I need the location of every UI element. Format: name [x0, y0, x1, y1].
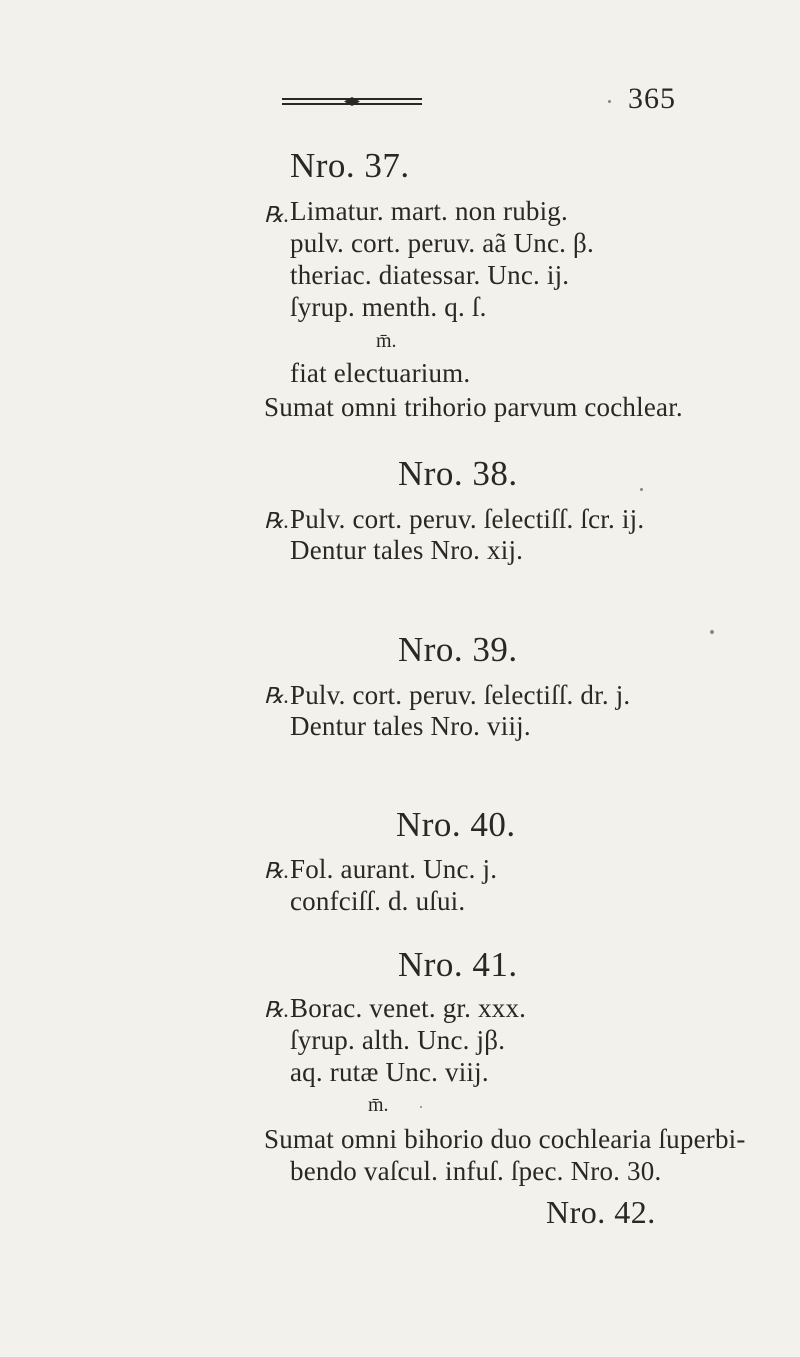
recipe-heading-38: Nro. 38. [398, 454, 518, 493]
paper-speck [710, 630, 714, 634]
recipe-line: confciſſ. d. uſui. [290, 886, 466, 916]
recipe-symbol-37: ℞. [264, 202, 290, 227]
recipe-symbol-41: ℞. [264, 997, 290, 1022]
recipe-line: Sumat omni bihorio duo cochlearia ſuperbi- [264, 1124, 746, 1154]
recipe-symbol-38: ℞. [264, 508, 290, 533]
recipe-line: Borac. venet. gr. xxx. [290, 993, 527, 1023]
recipe-line: Sumat omni trihorio parvum cochlear. [264, 392, 683, 422]
recipe-heading-40: Nro. 40. [396, 805, 516, 844]
recipe-heading-41: Nro. 41. [398, 945, 518, 984]
recipe-line: ſyrup. alth. Unc. jβ. [290, 1025, 506, 1055]
recipe-symbol-39: ℞. [264, 683, 290, 708]
recipe-heading-39: Nro. 39. [398, 630, 518, 669]
recipe-line: m̄. [376, 330, 397, 352]
recipe-line: bendo vaſcul. infuſ. ſpec. Nro. 30. [290, 1156, 662, 1186]
recipe-line: Dentur tales Nro. xij. [290, 535, 524, 565]
recipe-line: pulv. cort. peruv. aã Unc. β. [290, 228, 594, 258]
page-number: 365 [628, 82, 676, 115]
paper-speck [640, 488, 643, 491]
recipe-line: Fol. aurant. Unc. j. [290, 854, 498, 884]
recipe-line: Pulv. cort. peruv. ſelectiſſ. ſcr. ij. [290, 504, 645, 534]
recipe-heading-37: Nro. 37. [290, 146, 410, 185]
recipe-line: fiat electuarium. [290, 358, 471, 388]
recipe-line: Pulv. cort. peruv. ſelectiſſ. dr. j. [290, 680, 631, 710]
paper-speck [420, 1106, 422, 1108]
header-ornament-rule [282, 96, 422, 108]
recipe-line: ſyrup. menth. q. ſ. [290, 292, 487, 322]
recipe-line: Limatur. mart. non rubig. [290, 196, 568, 226]
recipe-line: Dentur tales Nro. viij. [290, 711, 531, 741]
recipe-symbol-40: ℞. [264, 858, 290, 883]
paper-speck [608, 100, 611, 103]
recipe-line: aq. rutæ Unc. viij. [290, 1057, 489, 1087]
catchword: Nro. 42. [546, 1194, 656, 1230]
recipe-line: m̄. [368, 1094, 389, 1116]
recipe-line: theriac. diatessar. Unc. ij. [290, 260, 570, 290]
